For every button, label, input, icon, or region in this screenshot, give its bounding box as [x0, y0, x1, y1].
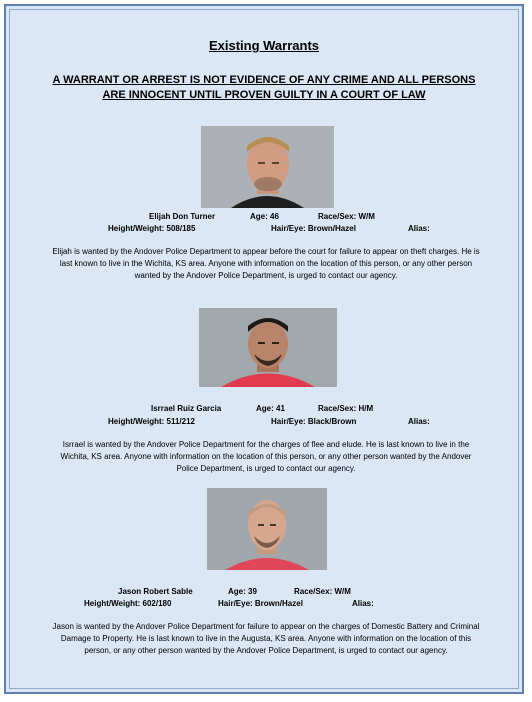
person-height-weight: Height/Weight: 602/180 — [84, 599, 172, 608]
person-name: Elijah Don Turner — [149, 212, 216, 221]
disclaimer — [26, 73, 502, 103]
person-description: Isrrael is wanted by the Andover Police Department for the charges of flee and elude. He is last known to live in the Wichita, KS area. Anyone with information on the location of this person, or any other person wanted by the Andover Police Department, is urged to contact our agency. — [60, 440, 472, 473]
person-race-sex: Race/Sex: H/M — [318, 404, 374, 413]
person-age: Age: 39 — [228, 587, 257, 596]
person-hair-eye: Hair/Eye: Black/Brown — [271, 417, 357, 426]
person-age: Age: 46 — [250, 212, 279, 221]
person-hair-eye: Hair/Eye: Brown/Hazel — [218, 599, 303, 608]
person-height-weight: Height/Weight: 511/212 — [108, 417, 195, 426]
person-height-weight: Height/Weight: 508/185 — [108, 224, 196, 233]
disclaimer-line-2: ARE INNOCENT UNTIL PROVEN GUILTY IN A COURT OF LAW — [102, 89, 426, 101]
mugshot-photo — [199, 308, 337, 387]
mugshot-photo — [201, 126, 334, 208]
page-title: Existing Warrants — [208, 38, 320, 53]
person-description: Elijah is wanted by the Andover Police Department to appear before the court for failure to appear on theft charges. He is last known to live in the Wichita, KS area. Anyone with information on the location of this person, or any other person wanted by the Andover Police Department, is urged to contact our agency. — [52, 247, 480, 280]
person-name: Isrrael Ruiz Garcia — [151, 404, 222, 413]
person-age: Age: 41 — [256, 404, 285, 413]
person-name: Jason Robert Sable — [118, 587, 193, 596]
person-hair-eye: Hair/Eye: Brown/Hazel — [271, 224, 356, 233]
person-race-sex: Race/Sex: W/M — [294, 587, 351, 596]
person-alias: Alias: — [408, 417, 430, 426]
warrants-page — [4, 4, 524, 694]
person-description: Jason is wanted by the Andover Police Department for failure to appear on the charges of Domestic Battery and Criminal Damage to Property. He is last known to live in the Augusta, KS area. Anyone with information on the location of this person, or any other person wanted by the Andover Police Department, is urged to contact our agency. — [52, 622, 480, 655]
person-alias: Alias: — [352, 599, 374, 608]
mugshot-photo — [207, 488, 327, 570]
disclaimer-line-1: A WARRANT OR ARREST IS NOT EVIDENCE OF ANY CRIME AND ALL PERSONS — [52, 74, 476, 86]
person-race-sex: Race/Sex: W/M — [318, 212, 375, 221]
person-alias: Alias: — [408, 224, 430, 233]
